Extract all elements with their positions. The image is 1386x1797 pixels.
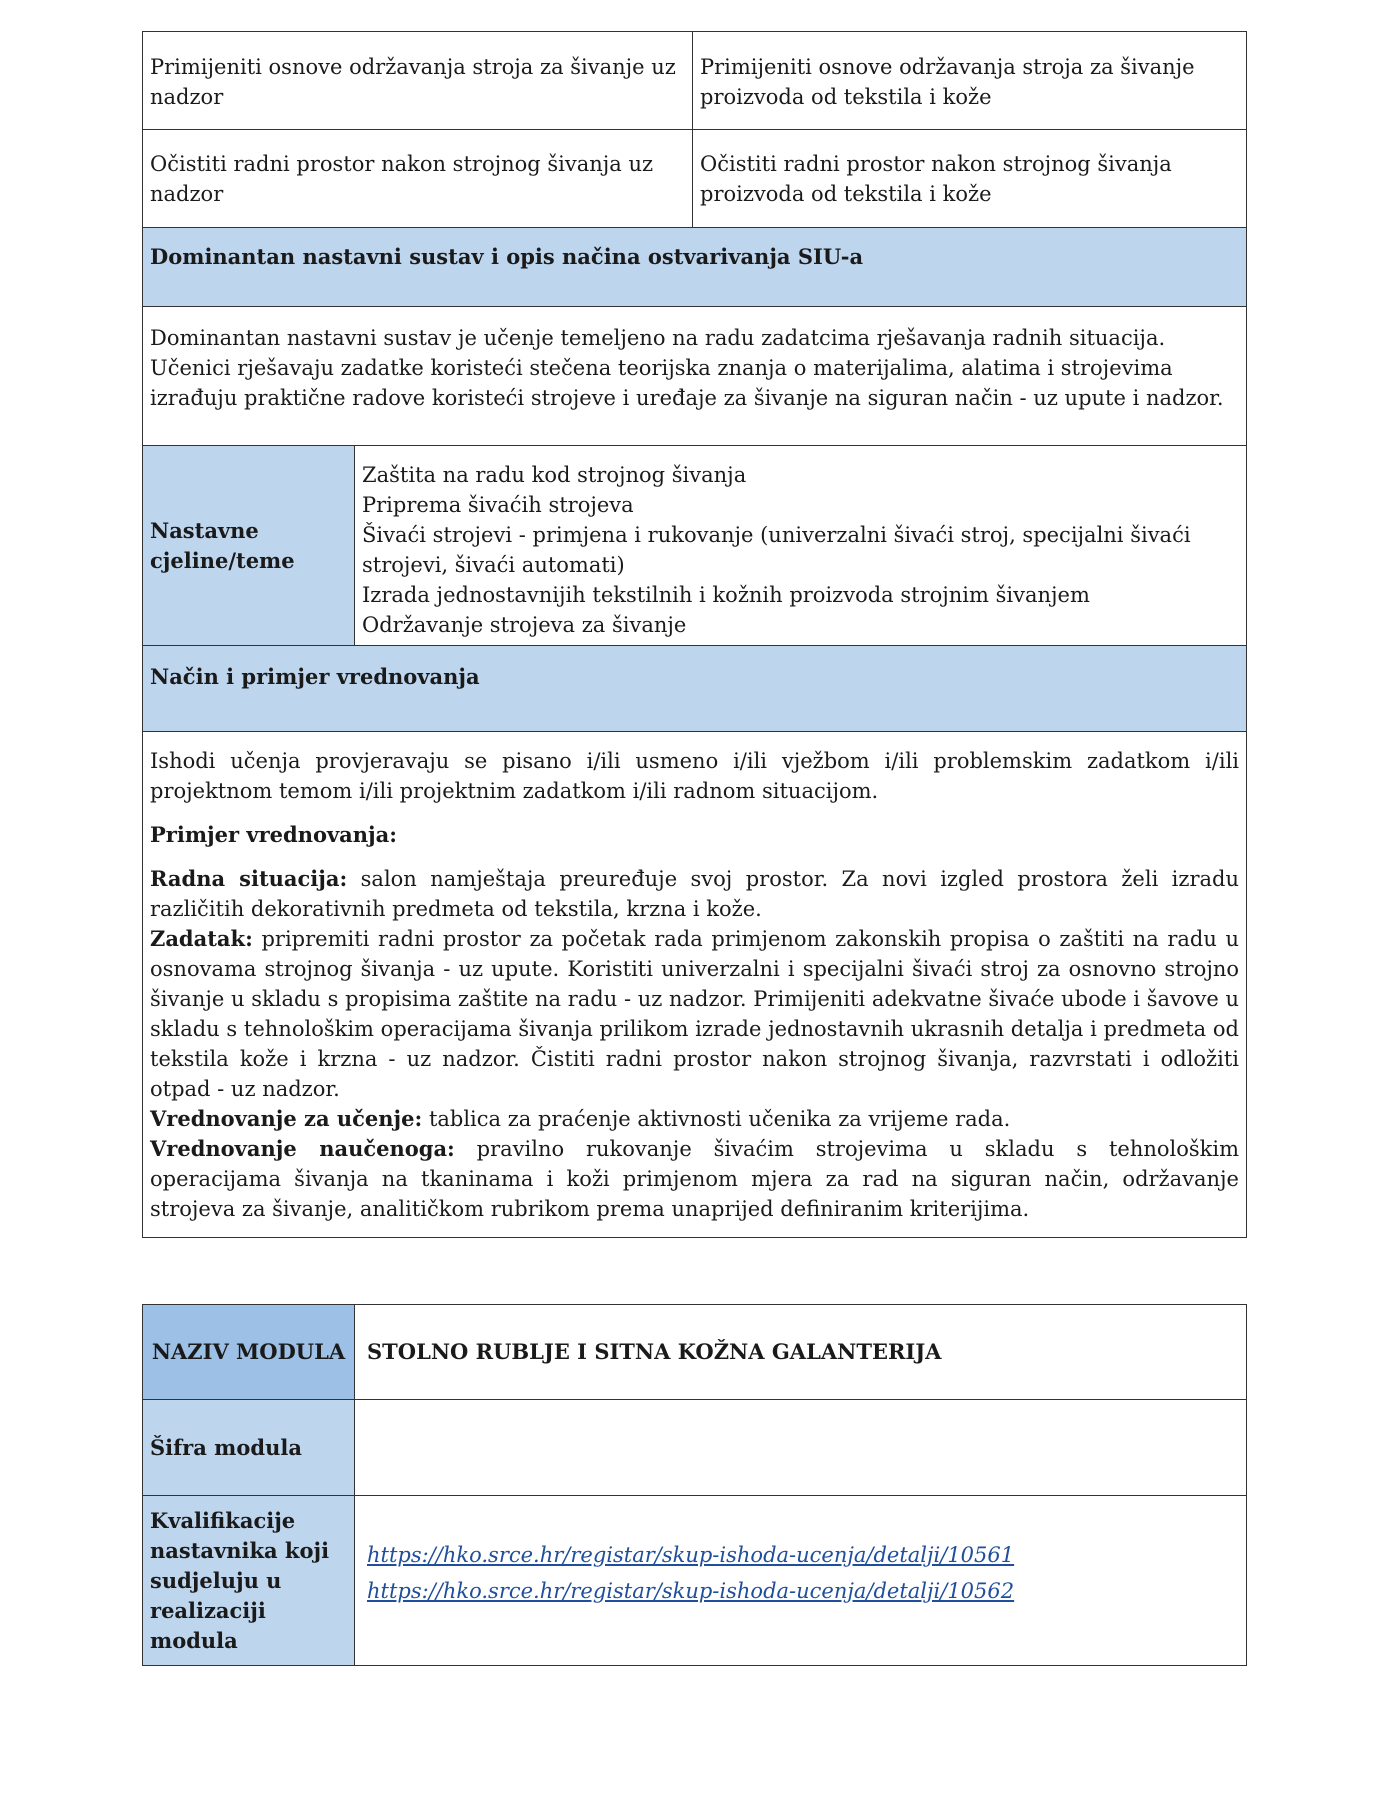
qualifications-row bbox=[143, 1496, 1247, 1666]
situation-text: salon namještaja preuređuje svoj prostor. Za novi izgled prostora želi izradu različitih dekorativnih predmeta od tekstila, krzna i kože. bbox=[150, 867, 1239, 921]
evaluation-intro: Ishodi učenja provjeravaju se pisano i/ili usmeno i/ili vježbom i/ili problemskim zadatkom i/ili projektnom temom i/ili projektnim zadatkom i/ili radnom situacijom. bbox=[150, 749, 1239, 803]
situation-paragraph bbox=[150, 864, 1239, 924]
learning-text: tablica za praćenje aktivnosti učenika za vrijeme rada. bbox=[422, 1107, 1011, 1131]
module-name-row bbox=[143, 1305, 1247, 1400]
outcome-row bbox=[143, 130, 1247, 228]
qualifications-links bbox=[355, 1496, 1247, 1666]
topic-item: Izrada jednostavnijih tekstilnih i kožnih proizvoda strojnim šivanjem bbox=[362, 583, 1090, 607]
topics-list bbox=[355, 446, 1247, 646]
evaluation-heading-row bbox=[143, 646, 1247, 732]
situation-label: Radna situacija: bbox=[150, 866, 348, 891]
topic-item: Održavanje strojeva za šivanje bbox=[362, 613, 687, 637]
qualification-link[interactable]: https://hko.srce.hr/registar/skup-ishoda-ucenja/detalji/10561 bbox=[367, 1542, 1015, 1567]
outcome-cell-left: Primijeniti osnove održavanja stroja za šivanje uz nadzor bbox=[143, 32, 693, 130]
example-heading: Primjer vrednovanja: bbox=[150, 822, 398, 847]
evaluation-body-row bbox=[143, 732, 1247, 1238]
evaluation-heading: Način i primjer vrednovanja bbox=[143, 646, 1247, 732]
learning-paragraph bbox=[150, 1104, 1239, 1134]
outcome-cell-right: Primijeniti osnove održavanja stroja za šivanje proizvoda od tekstila i kože bbox=[693, 32, 1247, 130]
qualification-link[interactable]: https://hko.srce.hr/registar/skup-ishoda-ucenja/detalji/10562 bbox=[367, 1578, 1015, 1603]
dominant-text-row bbox=[143, 307, 1247, 446]
module-name-label: NAZIV MODULA bbox=[143, 1305, 355, 1400]
learned-text: pravilno rukovanje šivaćim strojevima u skladu s tehnološkim operacijama šivanja na tkaninama i koži primjenom mjera za rad na siguran način, održavanje strojeva za šivanje, analitičkom rubrikom prema unaprijed definiranim kriterijima. bbox=[150, 1137, 1239, 1221]
module-name-value: STOLNO RUBLJE I SITNA KOŽNA GALANTERIJA bbox=[355, 1305, 1247, 1400]
learned-label: Vrednovanje naučenoga: bbox=[150, 1136, 455, 1161]
task-label: Zadatak: bbox=[150, 926, 253, 951]
topic-item: Šivaći strojevi - primjena i rukovanje (univerzalni šivaći stroj, specijalni šivaći strojevi, šivaći automati) bbox=[362, 523, 1191, 577]
dominant-text: Dominantan nastavni sustav je učenje temeljeno na radu zadatcima rješavanja radnih situacija. Učenici rješavaju zadatke koristeći stečena teorijska znanja o materijalima, alatima i strojevima izrađuju praktične radove koristeći strojeve i uređaje za šivanje na siguran način - uz upute i nadzor. bbox=[143, 307, 1247, 446]
module-code-row bbox=[143, 1400, 1247, 1496]
module-code-label: Šifra modula bbox=[143, 1400, 355, 1496]
outcomes-table bbox=[142, 31, 1247, 1238]
learned-paragraph bbox=[150, 1134, 1239, 1224]
outcome-cell-right: Očistiti radni prostor nakon strojnog šivanja proizvoda od tekstila i kože bbox=[693, 130, 1247, 228]
task-text: pripremiti radni prostor za početak rada primjenom zakonskih propisa o zaštiti na radu u osnovama strojnog šivanja - uz upute. Koristiti univerzalni i specijalni šivaći stroj za osnovno strojno šivanje u skladu s propisima zaštite na radu - uz nadzor. Primijeniti adekvatne šivaće ubode i šavove u skladu s tehnološkim operacijama šivanja prilikom izrade jednostavnih ukrasnih detalja i predmeta od tekstila kože i krzna - uz nadzor. Čistiti radni prostor nakon strojnog šivanja, razvrstati i odložiti otpad - uz nadzor. bbox=[150, 927, 1239, 1101]
topic-item: Priprema šivaćih strojeva bbox=[362, 493, 634, 517]
qualifications-label: Kvalifikacije nastavnika koji sudjeluju u realizaciji modula bbox=[143, 1496, 355, 1666]
evaluation-body bbox=[143, 732, 1247, 1238]
topics-row bbox=[143, 446, 1247, 646]
learning-label: Vrednovanje za učenje: bbox=[150, 1106, 423, 1131]
module-table bbox=[142, 1304, 1247, 1666]
outcome-cell-left: Očistiti radni prostor nakon strojnog šivanja uz nadzor bbox=[143, 130, 693, 228]
dominant-heading-row bbox=[143, 228, 1247, 307]
module-code-value bbox=[355, 1400, 1247, 1496]
task-paragraph bbox=[150, 924, 1239, 1104]
outcome-row bbox=[143, 32, 1247, 130]
topics-label: Nastavne cjeline/teme bbox=[143, 446, 355, 646]
dominant-heading: Dominantan nastavni sustav i opis načina ostvarivanja SIU-a bbox=[143, 228, 1247, 307]
topic-item: Zaštita na radu kod strojnog šivanja bbox=[362, 463, 747, 487]
